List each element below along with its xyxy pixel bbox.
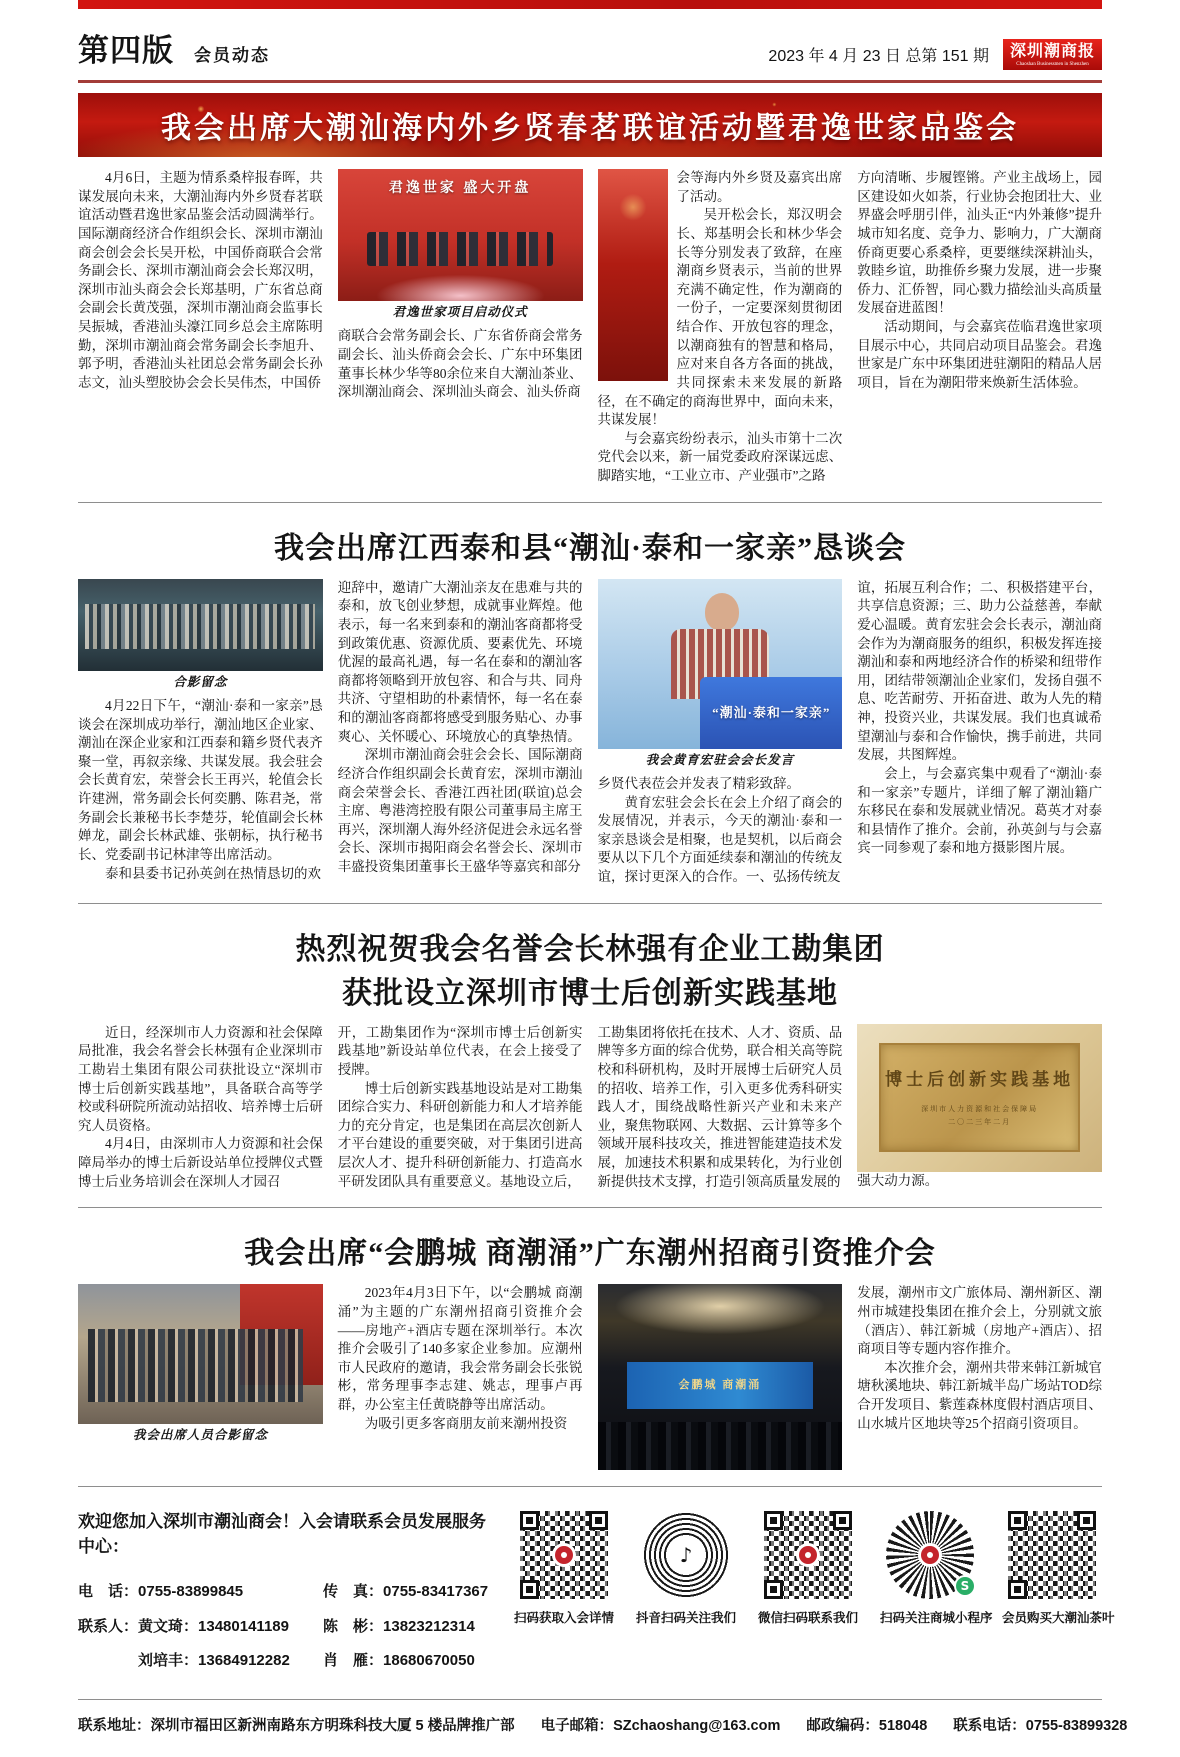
contact-person-cell (78, 1644, 323, 1679)
person-name: 陈 彬： (323, 1617, 384, 1635)
paragraph: 泰和县委书记孙英剑在热情恳切的欢 (105, 865, 321, 881)
membership-qr-code (520, 1511, 608, 1599)
brass-plaque (879, 1043, 1080, 1153)
paragraph: 4月6日，主题为情系桑梓报春晖，共谋发展向未来，大潮汕海内外乡贤春茗联谊活动暨君逸世家品鉴会活动圆满举行。国际潮商经济合作组织会长、深圳市潮汕商会创会会长吴开松，中国侨商联合会常务副会长、深圳市潮汕商会会长郑汉明，深圳市汕头商会会长郑基明，广东省总商会副会长黄茂强，深圳市潮汕商会监事长吴振城，香港汕头濠江同乡总会主席陈明勤，深圳市潮汕商会常务副会长李旭升、郭予明，香港汕头社团总会常务副会长孙志文，汕头塑胶协会会长吴伟杰，中国侨 (78, 170, 323, 390)
email-cell (541, 1714, 781, 1735)
article1-col3 (598, 169, 843, 486)
article1-banner-headline: 我会出席大潮汕海内外乡贤春茗联谊活动暨君逸世家品鉴会 (78, 93, 1102, 157)
hall-screen: 会鹏城 商潮涌 (627, 1362, 813, 1409)
stage-people (367, 232, 553, 266)
paragraph: 黄育宏驻会会长在会上介绍了商会的发展情况，并表示，今天的潮汕·泰和一家亲恳谈会是相聚，也是契机，以后商会要从以下几个方面延续泰和潮汕的传统友谊，探讨更深入的合作。一、弘扬传统友 (597, 794, 843, 884)
paragraph: 开，工勘集团作为“深圳市博士后创新实践基地”新设站单位代表，在会上接受了授牌。 (337, 1024, 583, 1077)
paragraph: 谊，拓展互利合作；二、积极搭建平台，共享信息资源；三、助力公益慈善，奉献爱心温暖。黄育宏驻会会长表示，潮汕商会作为为潮商服务的组织，积极发挥连接潮汕和泰和两地经济合作的桥梁和纽带作用，团结带领潮汕企业家们，发扬自强不息、吃苦耐劳、开拓奋进、敢为人先的精神，投资兴业，共谋发展。我们也真诚希望潮汕与泰和合作愉快，携手前进，共同发展，共图辉煌。 (857, 579, 1102, 763)
article4-col2 (338, 1284, 583, 1470)
plaque-issuer: 深圳市人力资源和社会保障局 (921, 1105, 1039, 1114)
qr-caption: 抖音扫码关注我们 (636, 1611, 737, 1626)
address-value: 深圳市福田区新洲南路东方明珠科技大厦 5 楼品牌推广部 (150, 1717, 515, 1734)
qr-finder-mark (1077, 1511, 1096, 1530)
paragraph: 工勘集团将依托在技术、人才、资质、品牌等多方面的综合优势，联合相关高等院校和科研机构，及时开展博士后研究人员的招收、培养工作，引入更多优秀科研实践人才，围绕战略性新兴产业和未来产业，聚焦物联网、大数据、云计算等多个领域开展科技攻关，推进智能建造技术发展，加速技术积累和成果转化，为行业创新提供技术支撑，打造引领高质量发展的 (597, 1024, 843, 1189)
zip-cell (806, 1714, 927, 1735)
bottom-info-bar (78, 1699, 1128, 1739)
header-left (78, 25, 270, 70)
tel-label: 联系电话： (953, 1717, 1026, 1734)
fax-label: 传 真： (323, 1583, 384, 1601)
article-divider (78, 502, 1102, 503)
fax-value: 0755-83417367 (383, 1583, 489, 1601)
address-cell (78, 1714, 515, 1735)
group-photo (78, 579, 323, 671)
phone-label: 电 话： (78, 1583, 139, 1601)
chamber-logo (552, 1543, 576, 1567)
article3-headline-line1: 热烈祝贺我会名誉会长林强有企业工勘集团 (295, 932, 885, 966)
person-phone: 13823212314 (383, 1617, 475, 1635)
contact-person-cell (323, 1610, 475, 1645)
article3-col2 (338, 1024, 583, 1192)
douyin-qr-code (642, 1511, 730, 1599)
photo-caption: 合影留念 (173, 674, 228, 689)
masthead-subtitle: Chaoshan Businessmen in Shenzhen (1016, 61, 1089, 67)
qr-caption: 会员购买大潮汕茶叶 (1002, 1611, 1115, 1626)
article-divider (78, 1207, 1102, 1208)
hall-audience (598, 1422, 843, 1470)
plaque-date: 二〇二三年二月 (948, 1117, 1012, 1126)
paragraph: 深圳市潮汕商会驻会会长、国际潮商经济合作组织副会长黄育宏，深圳市潮汕商会荣誉会长、香港江西社团(联谊)总会主席、粤港湾控股有限公司董事局主席王再兴，深圳潮人海外经济促进会永远名誉会长、深圳市揭阳商会名誉会长、深圳市丰盛投资集团董事长王盛华等嘉宾和部分 (337, 747, 583, 874)
article4-col3 (598, 1284, 843, 1470)
address-label: 联系地址： (78, 1717, 151, 1734)
footer (78, 1487, 1115, 1693)
zip-label: 邮政编码： (806, 1717, 879, 1734)
contact-row (78, 1644, 498, 1679)
join-invitation: 欢迎您加入深圳市潮汕商会！入会请联系会员发展服务中心： (78, 1512, 486, 1557)
page-header (78, 9, 1102, 80)
article2-col4 (857, 579, 1102, 887)
chamber-logo (918, 1543, 942, 1567)
article3-col1 (78, 1024, 323, 1192)
delegation-photo (78, 1284, 323, 1424)
photo-caption: 我会出席人员合影留念 (132, 1428, 268, 1443)
qr-finder-mark (764, 1580, 783, 1599)
miniprogram-badge-icon: S (954, 1575, 976, 1597)
miniprogram-qr-code (886, 1511, 974, 1599)
qr-finder-mark (520, 1580, 539, 1599)
qr-item-douyin (636, 1511, 736, 1626)
article1-col2 (338, 169, 583, 486)
article3-body (78, 1024, 1102, 1192)
qr-caption: 扫码关注商城小程序 (880, 1611, 993, 1626)
qr-finder-mark (1008, 1511, 1027, 1530)
chamber-logo (796, 1543, 820, 1567)
article1-col4 (857, 169, 1102, 486)
qr-finder-mark (589, 1511, 608, 1530)
paragraph: 会等海内外乡贤及嘉宾出席了活动。 (676, 170, 843, 204)
paragraph: 商联合会常务副会长、广东省侨商会常务副会长、汕头侨商会会长、广东中环集团董事长林少华等80余位来自大潮汕茶业、深圳潮汕商会、深圳汕头商会、汕头侨商 (337, 328, 583, 400)
person-name: 肖 雁： (323, 1652, 384, 1670)
paragraph: 乡贤代表莅会并发表了精彩致辞。 (597, 775, 800, 791)
qr-finder-mark (764, 1511, 783, 1530)
masthead-title: 深圳潮商报 (1009, 43, 1095, 61)
person-name: 黄文琦： (138, 1617, 199, 1635)
article4-col4 (857, 1284, 1102, 1470)
qr-finder-mark (1008, 1580, 1027, 1599)
article1-body (78, 169, 1102, 486)
paragraph: 4月22日下午，“潮汕·泰和一家亲”恳谈会在深圳成功举行，潮汕地区企业家、潮汕在深企业家和江西泰和籍乡贤代表齐聚一堂，再叙亲缘、共谋发展。我会驻会会长黄育宏，荣誉会长王再兴，轮值会长许建洲，常务副会长何奕鹏、陈君尧，常务副会长兼秘书长李楚芬，轮值副会长林婵龙，副会长林武雄、张朝标，执行秘书长、党委副书记林津等出席活动。 (78, 697, 323, 862)
paragraph: 吴开松会长，郑汉明会长、郑基明会长和林少华会长等分别发表了致辞，在座潮商乡贤表示，当前的世界充满不确定性，作为潮商的一份子，一定要深刻贯彻团结合作、开放包容的理念，以潮商独有的智慧和格局，应对来自各方各面的挑战，共同探索未来发展的新路径，在不确定的商海世界中，面向未来，共谋发展！ (597, 207, 843, 428)
email-value: SZchaoshang@163.com (613, 1717, 781, 1734)
stage-banner-text: 君逸世家 盛大开盘 (388, 181, 532, 196)
qr-item-miniprogram (880, 1511, 993, 1626)
dateline: 2023 年 4 月 23 日 总第 151 期 (768, 48, 989, 65)
article2-col1 (78, 579, 323, 887)
person-phone: 18680670050 (383, 1652, 475, 1670)
header-right (768, 39, 1102, 70)
photo-caption: 君逸世家项目启动仪式 (392, 305, 528, 319)
red-poster-image (598, 169, 668, 381)
qr-finder-mark (520, 1511, 539, 1530)
contact-grid (78, 1575, 498, 1679)
music-note-icon: ♪ (668, 1537, 704, 1573)
crowd-figures (85, 604, 315, 648)
article3-headline-line2: 获批设立深圳市博士后创新实践基地 (342, 976, 838, 1010)
paragraph: 与会嘉宾纷纷表示，汕头市第十二次党代会以来，新一届党委政府深谋远虑、脚踏实地，“工业立市、产业强市”之路 (597, 430, 843, 483)
section-name: 会员动态 (194, 46, 270, 65)
podium-sign: “潮汕·泰和一家亲” (700, 677, 842, 748)
article2-body (78, 579, 1102, 887)
qr-finder-mark (833, 1511, 852, 1530)
paragraph: 活动期间，与会嘉宾莅临君逸世家项目展示中心，共同启动项目品鉴会。君逸世家是广东中环集团进驻潮阳的精品人居项目，旨在为潮阳带来焕新生活体验。 (857, 319, 1102, 390)
article3-col4 (857, 1024, 1102, 1192)
article2-col3 (598, 579, 843, 887)
zip-value: 518048 (878, 1717, 928, 1734)
article2-headline: 我会出席江西泰和县“潮汕·泰和一家亲”恳谈会 (273, 531, 906, 565)
qr-caption: 扫码获取入会详情 (514, 1611, 615, 1626)
tea-shop-qr-code (1008, 1511, 1096, 1599)
paragraph: 博士后创新实践基地设站是对工勘集团综合实力、科研创新能力和人才培养能力的充分肯定，也是集团在高层次创新人才平台建设的重要突破，对于集团引进高层次人才、提升科研创新能力、打造高水平研发团队具有重要意义。基地设立后， (337, 1080, 583, 1189)
qr-item-tea-shop (1002, 1511, 1115, 1626)
header-rule (78, 80, 1102, 83)
article4-headline: 我会出席“会鹏城 商潮涌”广东潮州招商引资推介会 (244, 1237, 936, 1271)
person-phone: 13684912282 (198, 1652, 290, 1670)
person-phone: 13480141189 (198, 1617, 289, 1635)
paragraph: 4月4日，由深圳市人力资源和社会保障局举办的博士后新设站单位授牌仪式暨博士后业务培训会在深圳人才园召 (78, 1136, 323, 1189)
footer-contact-block (78, 1507, 498, 1679)
paragraph: 发展，潮州市文广旅体局、潮州新区、潮州市城建投集团在推介会上，分别就文旅（酒店）、韩江新城（房地产+酒店）、招商项目等专题内容作推介。 (857, 1285, 1102, 1357)
paragraph: 本次推介会，潮州共带来韩江新城官塘秋溪地块、韩江新城半岛广场站TOD综合开发项目、紫莲森林度假村酒店项目、山水城片区地块等25个招商引资项目。 (857, 1359, 1102, 1431)
article3-col3 (598, 1024, 843, 1192)
contact-row (78, 1610, 498, 1645)
phone-value: 0755-83899845 (138, 1583, 244, 1601)
qr-code-row (514, 1507, 1115, 1679)
contact-row (78, 1575, 498, 1610)
top-red-bar (78, 0, 1102, 9)
fax-cell (323, 1575, 488, 1610)
qr-item-membership (514, 1511, 614, 1626)
tel-value: 0755-83899328 (1025, 1717, 1128, 1734)
speaker-head (705, 593, 739, 631)
paragraph: 2023年4月3日下午，以“会鹏城 商潮涌”为主题的广东潮州招商引资推介会——房地产+酒店专题在深圳举行。本次推介会吸引了140多家企业参加。应潮州市人民政府的邀请，我会常务副会长张锐彬，常务理事李志建、姚志，理事卢再群，办公室主任黄晓静等出席活动。 (337, 1285, 583, 1412)
contact-person-cell (323, 1644, 475, 1679)
masthead-logo (1003, 39, 1102, 70)
phone-cell (78, 1575, 323, 1610)
article2-col2 (338, 579, 583, 887)
paragraph: 为吸引更多客商朋友前来潮州投资 (364, 1415, 568, 1431)
email-label: 电子邮箱： (540, 1717, 614, 1734)
article3-headline (78, 924, 1102, 1012)
conference-hall-photo (598, 1284, 843, 1470)
paragraph: 迎辞中，邀请广大潮汕亲友在患难与共的泰和，放飞创业梦想，成就事业辉煌。他表示，每一名来到泰和的潮汕客商都将受到政策优惠、资源优质、要素优先、环境优渥的最高礼遇，每一名在泰和的潮汕客商都将领略到开放包容、和合与共、同舟共济、守望相助的朴素情怀，每一名在泰和的潮汕客商都将感受到服务贴心、办事爽心、关怀暖心、环境放心的真挚热情。 (337, 579, 583, 744)
qr-item-wechat (758, 1511, 858, 1626)
paragraph: 方向清晰、步履铿锵。产业主战场上，园区建设如火如荼，行业协会抱团壮大、业界盛会呼朋引伴，汕头正“内外兼修”提升城市知名度、竞争力、影响力，广大潮商侨商更要心系桑梓，更要继续深耕汕头，敦睦乡谊，助推侨乡聚力发展，进一步聚侨力、汇侨智，同心戮力描绘汕头高质量发展奋进蓝图！ (857, 170, 1102, 316)
wechat-qr-code (764, 1511, 852, 1599)
tel-cell (953, 1714, 1127, 1735)
event-stage-photo (338, 169, 583, 301)
speaker-photo (598, 579, 843, 749)
person-label: 联系人： (78, 1617, 139, 1635)
edition-number: 第四版 (78, 33, 174, 68)
qr-caption: 微信扫码联系我们 (758, 1611, 859, 1626)
paragraph: 近日，经深圳市人力资源和社会保障局批准，我会名誉会长林强有企业深圳市工勘岩土集团有限公司获批设立“深圳市博士后创新实践基地”，具备联合高等学校或科研院所流动站招收、培养博士后研究人员资格。 (78, 1024, 323, 1133)
plaque-photo (857, 1024, 1102, 1172)
paragraph: 强大动力源。 (857, 1172, 939, 1188)
article-divider (78, 903, 1102, 904)
article4-body (78, 1284, 1102, 1470)
crowd-figures (88, 1329, 303, 1402)
contact-person-cell (78, 1610, 323, 1645)
person-name: 刘培丰： (138, 1652, 199, 1670)
photo-caption: 我会黄育宏驻会会长发言 (645, 752, 795, 767)
paragraph: 会上，与会嘉宾集中观看了“潮汕·泰和一家亲”专题片，详细了解了潮汕籍广东移民在泰和发展就业情况。葛英才对泰和县情作了推介。会前，孙英剑与与会嘉宾一同参观了泰和地方摄影图片展。 (857, 765, 1102, 856)
article1-col1 (78, 169, 323, 486)
plaque-title: 博士后创新实践基地 (885, 1069, 1075, 1089)
article4-col1 (78, 1284, 323, 1470)
